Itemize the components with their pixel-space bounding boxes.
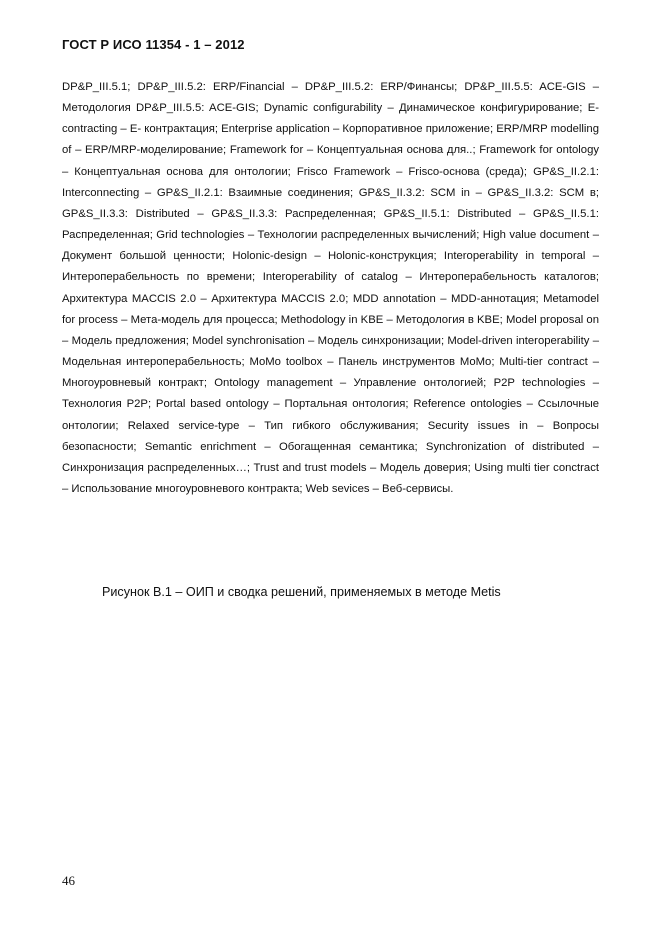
page-number: 46 bbox=[62, 873, 75, 888]
glossary-paragraph: DP&P_III.5.1; DP&P_III.5.2: ERP/Financial – DP&P_III.5.2: ERP/Финансы; DP&P_III.5.5: ACE-GIS – Методология DP&P_III.5.5: ACE-GIS; Dynamic configurability – Динамическое конфигурирование; E-contracting – E- контрактация; Enterprise application – Корпоративное приложение; ERP/MRP modelling of – ERP/MRP-моделирование; Framework for – Концептуальная основа для..; Framework for ontology – Концептуальная основа для онтологии; Frisco Framework – Frisco-основа (среда); GP&S_II.2.1: Interconnecting – GP&S_II.2.1: Взаимные соединения; GP&S_II.3.2: SCM in – GP&S_II.3.2: SCM в; GP&S_II.3.3: Distributed – GP&S_II.3.3: Распределенная; GP&S_II.5.1: Distributed – GP&S_II.5.1: Распределенная; Grid technologies – Технологии распределенных вычислений; High value document – Документ большой ценности; Holonic-design – Holonic-конструкция; Interoperability in temporal – Интероперабельность по времени; Interoperability of catalog – Интероперабельность каталогов; Архитектура MACCIS 2.0 – Архитектура MACCIS 2.0; MDD annotation – MDD-аннотация; Metamodel for process – Мета-модель для процесса; Methodology in KBE – Методология в KBE; Model proposal on – Модель предложения; Model synchronisation – Модель синхронизации; Model-driven interoperability – Модельная интероперабельность; MoMo toolbox – Панель инструментов MoMo; Multi-tier contract – Многоуровневый контракт; Ontology management – Управление онтологией; P2P technologies – Технология P2P; Portal based ontology – Портальная онтология; Reference ontologies – Ссылочные онтологии; Relaxed service-type – Тип гибкого обслуживания; Security issues in – Вопросы безопасности; Semantic enrichment – Обогащенная семантика; Synchronization of distributed – Синхронизация распределенных…; Trust and trust models – Модель доверия; Using multi tier conctract – Использование многоуровневого контракта; Web sevices – Веб-сервисы. bbox=[62, 81, 599, 495]
figure-caption: Рисунок В.1 – ОИП и сводка решений, применяемых в методе Metis bbox=[102, 585, 501, 599]
document-header-standard-title: ГОСТ Р ИСО 11354 - 1 – 2012 bbox=[62, 37, 245, 52]
